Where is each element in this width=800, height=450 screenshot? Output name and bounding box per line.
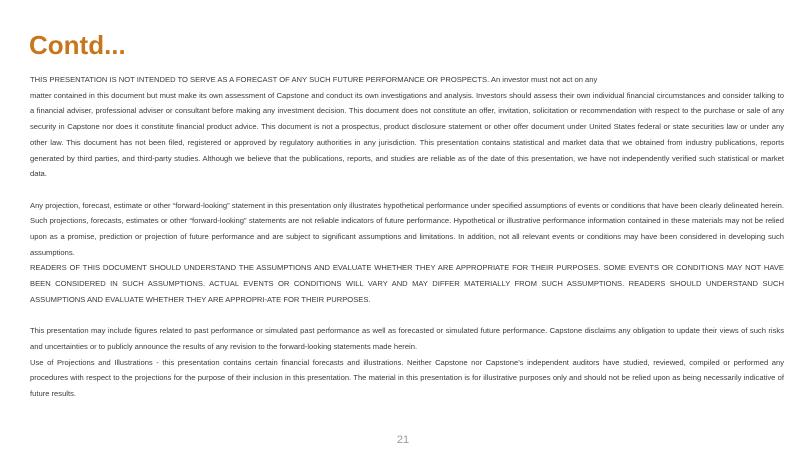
disclaimer-first-line: THIS PRESENTATION IS NOT INTENDED TO SERVE AS A FORECAST OF ANY SUCH FUTURE PERFORMANCE OR PROSPECTS. An investor must not act on any [30,75,598,84]
projections-paragraph: Use of Projections and Illustrations - this presentation contains certain financial forecasts and illustrations. Neither Capstone nor Capstone’s independent auditors have studied, reviewed, compiled or performed any procedures with respect to the projections for the purpose of their inclusion in this presentation. The material in this presentation is for illustrative purposes only and should not be relied upon as being necessarily indicative of future results. [30,357,784,399]
past-performance-paragraph: This presentation may include figures related to past performance or simulated past performance as well as forecasted or simulated future performance. Capstone disclaims any obligation to update their views of such risks and uncertainties or to publicly announce the results of any revision to the forward-looking statements made herein. [30,326,784,351]
readers-warning-paragraph: READERS OF THIS DOCUMENT SHOULD UNDERSTAND THE ASSUMPTIONS AND EVALUATE WHETHER THEY ARE APPROPRIATE FOR THEIR PURPOSES. SOME EVENTS OR CONDITIONS MAY NOT HAVE BEEN CONSIDERED IN SUCH ASSUMPTIONS. ACTUAL EVENTS OR CONDITIONS WILL VARY AND MAY DIFFER MATERIALLY FROM SUCH ASSUMPTIONS. READERS SHOULD UNDERSTAND SUCH ASSUMPTIONS AND EVALUATE WHETHER THEY ARE APPROPRI-ATE FOR THEIR PURPOSES. [30,263,784,304]
page-number: 21 [396,434,410,446]
paragraph-spacer [30,182,784,198]
disclaimer-paragraph: matter contained in this document but must make its own assessment of Capstone and conduct its own investigations and analysis. Investors should assess their own individual financial circumstances and consider talking to a financial adviser, professional adviser or consultant before making any investment decision. This document does not constitute an offer, invitation, solicitation or recommendation with respect to the purchase or sale of any security in Capstone nor does it constitute financial product advice. This document is not a prospectus, product disclosure statement or other offer document under United States federal or state securities law or under any other law. This document has not been filed, registered or approved by regulatory authorities in any jurisdiction. This presentation contains statistical and market data that we obtained from industry publications, reports generated by third parties, and third-party studies. Although we believe that the publications, reports, and studies are reliable as of the date of this presentation, we have not independently verified such statistical or market data. [30,90,784,179]
disclaimer-body [30,72,784,402]
slide-title: Contd... [29,30,126,60]
forward-looking-paragraph: Any projection, forecast, estimate or other “forward-looking” statement in this presentation only illustrates hypothetical performance under specified assumptions of events or conditions that have been clearly delineated herein. Such projections, forecasts, estimates or other “forward-looking” statements are not reliable indicators of future performance. Hypothetical or illustrative performance information contained in these materials may not be relied upon as a promise, prediction or projection of future performance and are subject to significant assumptions and limitations. In addition, not all relevant events or conditions may have been considered in developing such assumptions. [30,200,784,257]
paragraph-spacer [30,308,784,324]
